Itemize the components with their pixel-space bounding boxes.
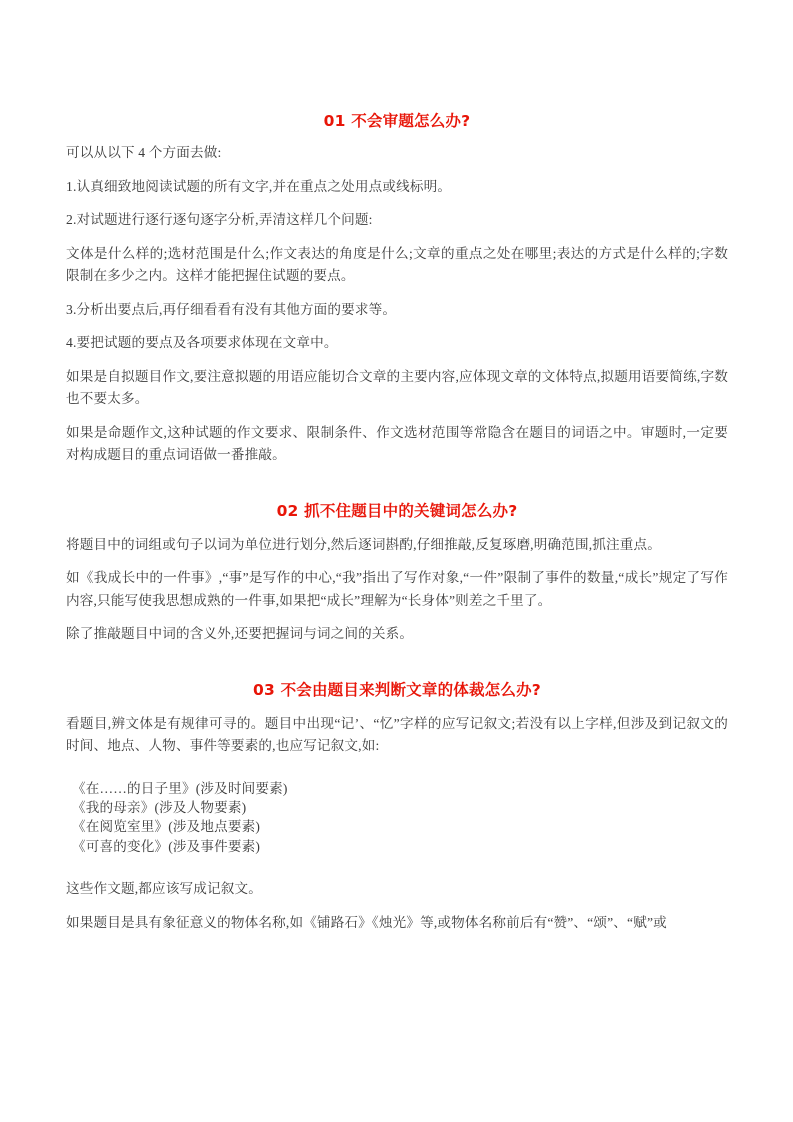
paragraph-01-7: 如果是命题作文,这种试题的作文要求、限制条件、作文选材范围等常隐含在题目的词语之中。审题时,一定要对构成题目的重点词语做一番推敲。 [66, 424, 728, 462]
paragraph-01-3: 文体是什么样的;选材范围是什么;作文表达的角度是什么;文章的重点之处在哪里;表达的方式是什么样的;字数限制在多少之内。这样才能把握住试题的要点。 [66, 245, 728, 283]
paragraph-01-2: 2.对试题进行逐行逐句逐字分析,弄清这样几个问题: [66, 212, 373, 227]
list-item: 《在阅览室里》(涉及地点要素) [72, 819, 261, 835]
paragraph-01-0: 可以从以下 4 个方面去做: [66, 145, 222, 160]
paragraph-01-4: 3.分析出要点后,再仔细看看有没有其他方面的要求等。 [66, 301, 397, 317]
spacer [66, 769, 728, 776]
section-heading-block-02 [66, 478, 728, 534]
paragraph-01-5: 4.要把试题的要点及各项要求体现在文章中。 [66, 335, 338, 350]
section-heading-02: 02 抓不住题目中的关键词怎么办? [276, 501, 518, 520]
paragraph-01-1: 1.认真细致地阅读试题的所有文字,并在重点之处用点或线标明。 [66, 178, 452, 194]
section-heading-01: 01 不会审题怎么办? [323, 112, 471, 130]
paragraph-02-1: 如《我成长中的一件事》,“事”是写作的中心,“我”指出了写作对象,“一件”限制了事件的数量,“成长”规定了写作内容,只能写使我思想成熟的一件事,如果把“成长”理解为“长身体”则差之千里了。 [66, 570, 728, 608]
paragraph-01-6: 如果是自拟题目作文,要注意拟题的用语应能切合文章的主要内容,应体现文章的文体特点,拟题用语要简练,字数也不要太多。 [66, 368, 728, 406]
section-heading-03: 03 不会由题目来判断文章的体裁怎么办? [253, 680, 541, 699]
list-item: 《可喜的变化》(涉及事件要素) [72, 838, 261, 854]
paragraph-02-2: 除了推敲题目中词的含义外,还要把握词与词之间的关系。 [66, 626, 414, 641]
document-content [66, 104, 728, 934]
list-item: 《我的母亲》(涉及人物要素) [72, 799, 247, 815]
section-heading-block-01 [66, 104, 728, 142]
paragraph-03-intro: 看题目,辨文体是有规律可寻的。题目中出现“记’、“忆”字样的应写记叙文;若没有以上字样,但涉及到记叙文的时间、地点、人物、事件等要素的,也应写记叙文,如: [66, 715, 728, 753]
paragraph-03-after-1: 如果题目是具有象征意义的物体名称,如《铺路石》《烛光》等,或物体名称前后有“赞”、“颂”、“赋”或 [66, 914, 667, 930]
paragraph-02-0: 将题目中的词组或句子以词为单位进行划分,然后逐词斟酌,仔细推敲,反复琢磨,明确范围,抓注重点。 [66, 536, 661, 552]
section-heading-block-03 [66, 657, 728, 713]
spacer [66, 866, 728, 878]
list-item: 《在……的日子里》(涉及时间要素) [72, 780, 288, 796]
paragraph-03-after-0: 这些作文题,都应该写成记叙文。 [66, 881, 262, 897]
title-examples-list [66, 776, 728, 867]
